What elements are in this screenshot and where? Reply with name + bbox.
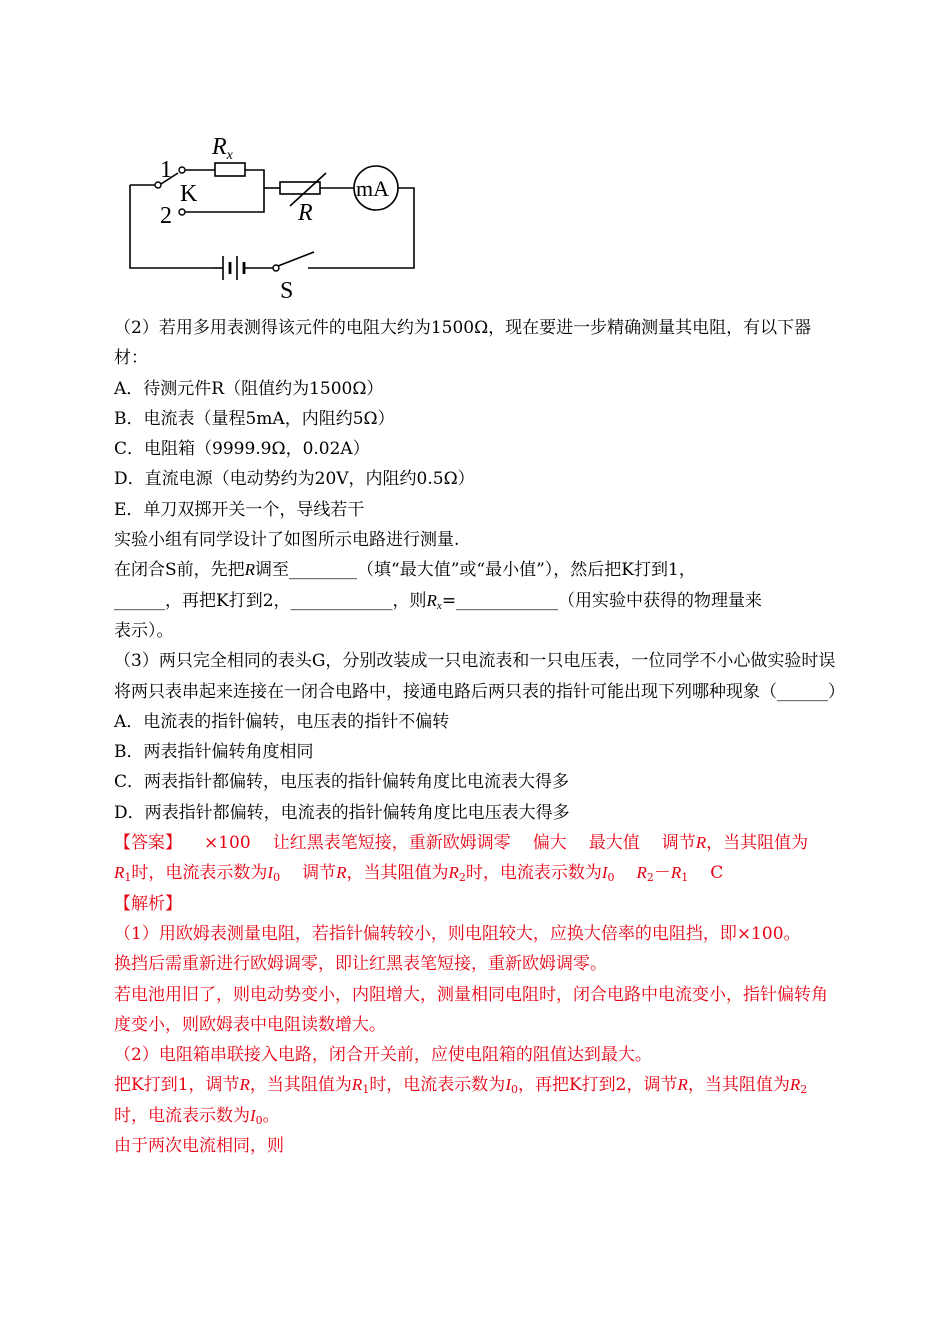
label-rx: R — [212, 134, 227, 160]
label-meter: mA — [356, 176, 389, 201]
answer-tag: 【答案】 — [114, 833, 182, 854]
q3-option-b: B．两表指针偏转角度相同 — [114, 742, 314, 763]
analysis-p5-var-r1: R — [351, 1075, 363, 1095]
q2-option-b: B．电流表（量程5mA，内阻约5Ω） — [114, 408, 395, 429]
document-text — [114, 313, 845, 1161]
label-terminal-1: 1 — [160, 157, 172, 183]
analysis-p5-f: 时，电流表示数为 — [114, 1105, 250, 1126]
q2-step2 — [114, 586, 839, 616]
answer-1: ×100 — [204, 833, 251, 854]
answer-7-sub-2: 2 — [646, 871, 654, 885]
analysis-p5-var-i0-2: I — [250, 1105, 256, 1125]
answer-6-var-r: R — [336, 863, 347, 883]
answer-5-var-r: R — [695, 833, 707, 853]
analysis-p5-sub-0-2: 0 — [255, 1113, 263, 1127]
q2-step3: 表示）。 — [114, 620, 174, 641]
q2-option-d: D．直流电源（电动势约为20V，内阻约0.5Ω） — [114, 469, 475, 490]
analysis-p5-sub-2: 2 — [800, 1083, 808, 1097]
q2-step2-var-rx: R — [426, 590, 437, 610]
q2-option-c: C．电阻箱（9999.9Ω，0.02A） — [114, 439, 370, 460]
answer-2: 让红黑表笔短接，重新欧姆调零 — [272, 833, 511, 854]
analysis-p5-var-r2: R — [789, 1075, 801, 1095]
q3-intro: （3）两只完全相同的表头G，分别改装成一只电流表和一只电压表，一位同学不小心做实验时误将两只表串起来连接在一闭合电路中，接通电路后两只表的指针可能出现下列哪种现象（______） — [114, 651, 845, 702]
q2-option-a: A．待测元件R（阻值约为1500Ω） — [114, 378, 384, 399]
q2-step1 — [114, 555, 839, 585]
circuit-diagram — [118, 118, 428, 303]
answer-4: 最大值 — [588, 833, 640, 854]
resistor-rx — [215, 163, 245, 176]
analysis-p5-d: ，再把K打到2，调节 — [517, 1075, 678, 1096]
answer-3: 偏大 — [532, 833, 567, 854]
answer-6-var-i0: I — [601, 863, 608, 883]
answer-8: C — [710, 863, 724, 884]
switch-s-blade — [278, 252, 314, 266]
analysis-p6: 由于两次电流相同，则 — [114, 1136, 284, 1157]
answer-5-var-r1: R — [114, 863, 125, 883]
q2-intro: （2）若用多用表测得该元件的电阻大约为1500Ω，现在要进一步精确测量其电阻，有以下器材： — [114, 318, 812, 369]
answer-7-var-r1: R — [670, 863, 682, 883]
answer-5-sub-1: 1 — [124, 871, 132, 885]
q2-design: 实验小组有同学设计了如图所示电路进行测量. — [114, 530, 460, 551]
answer-6-sub-2: 2 — [458, 871, 466, 885]
q2-step2-var-rx-sub: x — [436, 599, 442, 612]
q2-option-e: E．单刀双掷开关一个，导线若干 — [114, 499, 365, 520]
answer-7-minus: － — [653, 863, 671, 884]
q2-step2-text-b: =____________（用实验中获得的物理量来 — [441, 590, 763, 611]
terminal-1-dot — [179, 167, 185, 173]
q2-step1-text-b: 调至________（填“最大值”或“最小值”），然后把K打到1， — [255, 560, 696, 581]
q3-option-d: D．两表指针都偏转，电流表的指针偏转角度比电压表大得多 — [114, 802, 570, 823]
q2-step2-text-a: ______，再把K打到2，____________，则 — [114, 590, 427, 611]
analysis-p5-var-r: R — [239, 1075, 250, 1095]
answer-line-1 — [114, 828, 839, 858]
analysis-p5-end: 。 — [262, 1105, 280, 1126]
label-switch-k: K — [180, 181, 198, 207]
analysis-p5-var-i0: I — [505, 1075, 511, 1095]
q2-step1-var-r: R — [244, 560, 256, 580]
label-rx-sub: x — [226, 148, 233, 163]
analysis-p5-a: 把K打到1，调节 — [114, 1075, 240, 1096]
analysis-p1: （1）用欧姆表测量电阻，若指针偏转较小，则电阻较大，应换大倍率的电阻挡，即×100。 — [114, 923, 801, 944]
answer-6-post: ，当其阻值为 — [346, 863, 449, 884]
answer-6-pre: 调节 — [302, 863, 337, 884]
analysis-p5-sub-1: 1 — [362, 1083, 370, 1097]
answer-5-sub-0: 0 — [273, 871, 281, 885]
q3-option-c: C．两表指针都偏转，电压表的指针偏转角度比电流表大得多 — [114, 772, 570, 793]
answer-7-sub-1: 1 — [681, 871, 689, 885]
analysis-p4: （2）电阻箱串联接入电路，闭合开关前，应使电阻箱的阻值达到最大。 — [114, 1045, 652, 1066]
svg-text:Rx — [211, 134, 234, 163]
answer-6-var-r2: R — [448, 863, 459, 883]
terminal-2-dot — [179, 209, 185, 215]
answer-5-var-i0: I — [267, 863, 274, 883]
analysis-p5-c: 时，电流表示数为 — [369, 1075, 506, 1096]
answer-6-tail: 时，电流表示数为 — [465, 863, 602, 884]
analysis-p5-var-r-2: R — [677, 1075, 688, 1095]
analysis-p5 — [114, 1070, 839, 1131]
answer-6-sub-0: 0 — [607, 871, 615, 885]
answer-5-tail: 时，电流表示数为 — [131, 863, 268, 884]
answer-5-post: ，当其阻值为 — [706, 833, 809, 854]
label-rheostat-r: R — [298, 200, 313, 226]
switch-s-pivot — [273, 265, 279, 271]
label-switch-s: S — [280, 278, 294, 303]
answer-line-2 — [114, 858, 839, 888]
analysis-p2: 换挡后需重新进行欧姆调零，即让红黑表笔短接，重新欧姆调零。 — [114, 954, 607, 975]
analysis-p5-sub-0: 0 — [510, 1083, 518, 1097]
analysis-p3: 若电池用旧了，则电动势变小，内阻增大，测量相同电阻时，闭合电路中电流变小，指针偏转角度变小，则欧姆表中电阻读数增大。 — [114, 984, 828, 1035]
analysis-tag: 【解析】 — [114, 893, 182, 914]
q3-option-a: A．电流表的指针偏转，电压表的指针不偏转 — [114, 711, 450, 732]
analysis-p5-e: ，当其阻值为 — [687, 1075, 790, 1096]
q2-step1-text-a: 在闭合S前，先把 — [114, 560, 245, 581]
analysis-p5-b: ，当其阻值为 — [249, 1075, 352, 1096]
label-terminal-2: 2 — [160, 203, 172, 229]
answer-5-pre: 调节 — [661, 833, 696, 854]
answer-block — [114, 828, 839, 1161]
answer-7-var-r2: R — [636, 863, 647, 883]
